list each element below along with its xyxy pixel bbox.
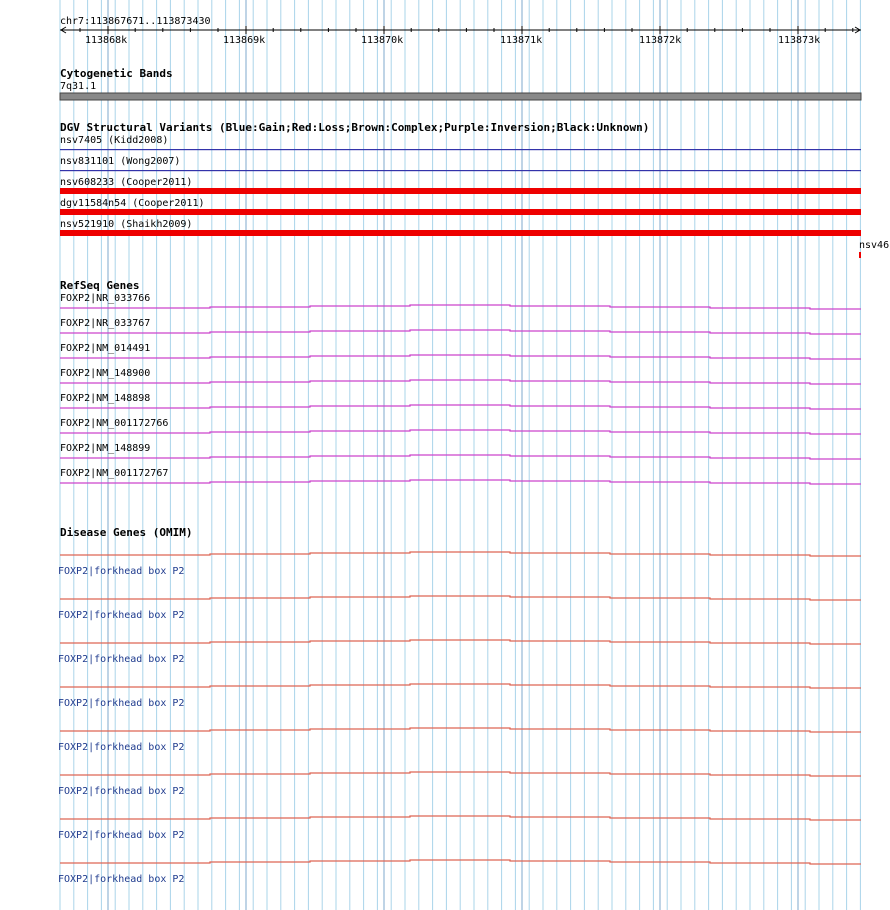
- dgv-variant-bar: [60, 170, 861, 171]
- omim-gene-line: [60, 728, 861, 732]
- refseq-transcript-label[interactable]: FOXP2|NM_148899: [60, 443, 151, 454]
- omim-track-title: Disease Genes (OMIM): [60, 526, 193, 539]
- refseq-transcript-line: [60, 405, 861, 409]
- dgv-track-title: DGV Structural Variants (Blue:Gain;Red:Loss;Brown:Complex;Purple:Inversion;Black:Unknown): [60, 121, 650, 134]
- cytoband-track-title: Cytogenetic Bands: [60, 67, 173, 80]
- omim-gene-label[interactable]: FOXP2|forkhead box P2: [58, 566, 185, 577]
- ruler-tick-label: 113873k: [778, 35, 821, 46]
- dgv-variant-label[interactable]: nsv521910 (Shaikh2009): [60, 219, 193, 230]
- omim-gene-label[interactable]: FOXP2|forkhead box P2: [58, 742, 185, 753]
- dgv-edge-variant-label[interactable]: nsv46: [859, 240, 890, 251]
- dgv-variant-label[interactable]: nsv608233 (Cooper2011): [60, 177, 193, 188]
- refseq-transcript-line: [60, 355, 861, 359]
- refseq-transcript-line: [60, 330, 861, 334]
- dgv-variant-bar: [60, 149, 861, 150]
- refseq-transcript-label[interactable]: FOXP2|NM_014491: [60, 343, 151, 354]
- refseq-transcript-line: [60, 455, 861, 459]
- refseq-transcript-label[interactable]: FOXP2|NM_001172767: [60, 468, 169, 479]
- omim-gene-line: [60, 640, 861, 644]
- refseq-track-title: RefSeq Genes: [60, 279, 140, 292]
- omim-gene-label[interactable]: FOXP2|forkhead box P2: [58, 610, 185, 621]
- dgv-variant-bar: [60, 230, 861, 236]
- ruler-tick-label: 113869k: [223, 35, 266, 46]
- dgv-variant-bar: [60, 209, 861, 215]
- ruler-tick-label: 113868k: [85, 35, 128, 46]
- omim-gene-label[interactable]: FOXP2|forkhead box P2: [58, 830, 185, 841]
- refseq-transcript-label[interactable]: FOXP2|NR_033766: [60, 293, 151, 304]
- dgv-variant-label[interactable]: nsv7405 (Kidd2008): [60, 135, 169, 146]
- omim-gene-line: [60, 684, 861, 688]
- omim-gene-label[interactable]: FOXP2|forkhead box P2: [58, 654, 185, 665]
- dgv-variant-label[interactable]: nsv831101 (Wong2007): [60, 156, 181, 167]
- cytoband-bar: [60, 93, 861, 100]
- ruler-location: chr7:113867671..113873430: [60, 16, 211, 27]
- ruler-tick-label: 113871k: [500, 35, 543, 46]
- dgv-variant-label[interactable]: dgv11584n54 (Cooper2011): [60, 198, 205, 209]
- refseq-transcript-line: [60, 305, 861, 309]
- refseq-transcript-line: [60, 480, 861, 484]
- omim-gene-label[interactable]: FOXP2|forkhead box P2: [58, 874, 185, 885]
- omim-gene-line: [60, 596, 861, 600]
- omim-gene-line: [60, 816, 861, 820]
- refseq-transcript-label[interactable]: FOXP2|NM_001172766: [60, 418, 169, 429]
- omim-gene-label[interactable]: FOXP2|forkhead box P2: [58, 698, 185, 709]
- omim-gene-line: [60, 772, 861, 776]
- omim-gene-label[interactable]: FOXP2|forkhead box P2: [58, 786, 185, 797]
- refseq-transcript-label[interactable]: FOXP2|NR_033767: [60, 318, 151, 329]
- refseq-transcript-label[interactable]: FOXP2|NM_148898: [60, 393, 151, 404]
- omim-gene-line: [60, 860, 861, 864]
- cytoband-label[interactable]: 7q31.1: [60, 81, 97, 92]
- refseq-transcript-line: [60, 380, 861, 384]
- refseq-transcript-label[interactable]: FOXP2|NM_148900: [60, 368, 151, 379]
- dgv-edge-variant-bar: [859, 252, 861, 258]
- omim-gene-line: [60, 552, 861, 556]
- dgv-variant-bar: [60, 188, 861, 194]
- refseq-transcript-line: [60, 430, 861, 434]
- ruler-tick-label: 113872k: [639, 35, 682, 46]
- ruler-tick-label: 113870k: [361, 35, 404, 46]
